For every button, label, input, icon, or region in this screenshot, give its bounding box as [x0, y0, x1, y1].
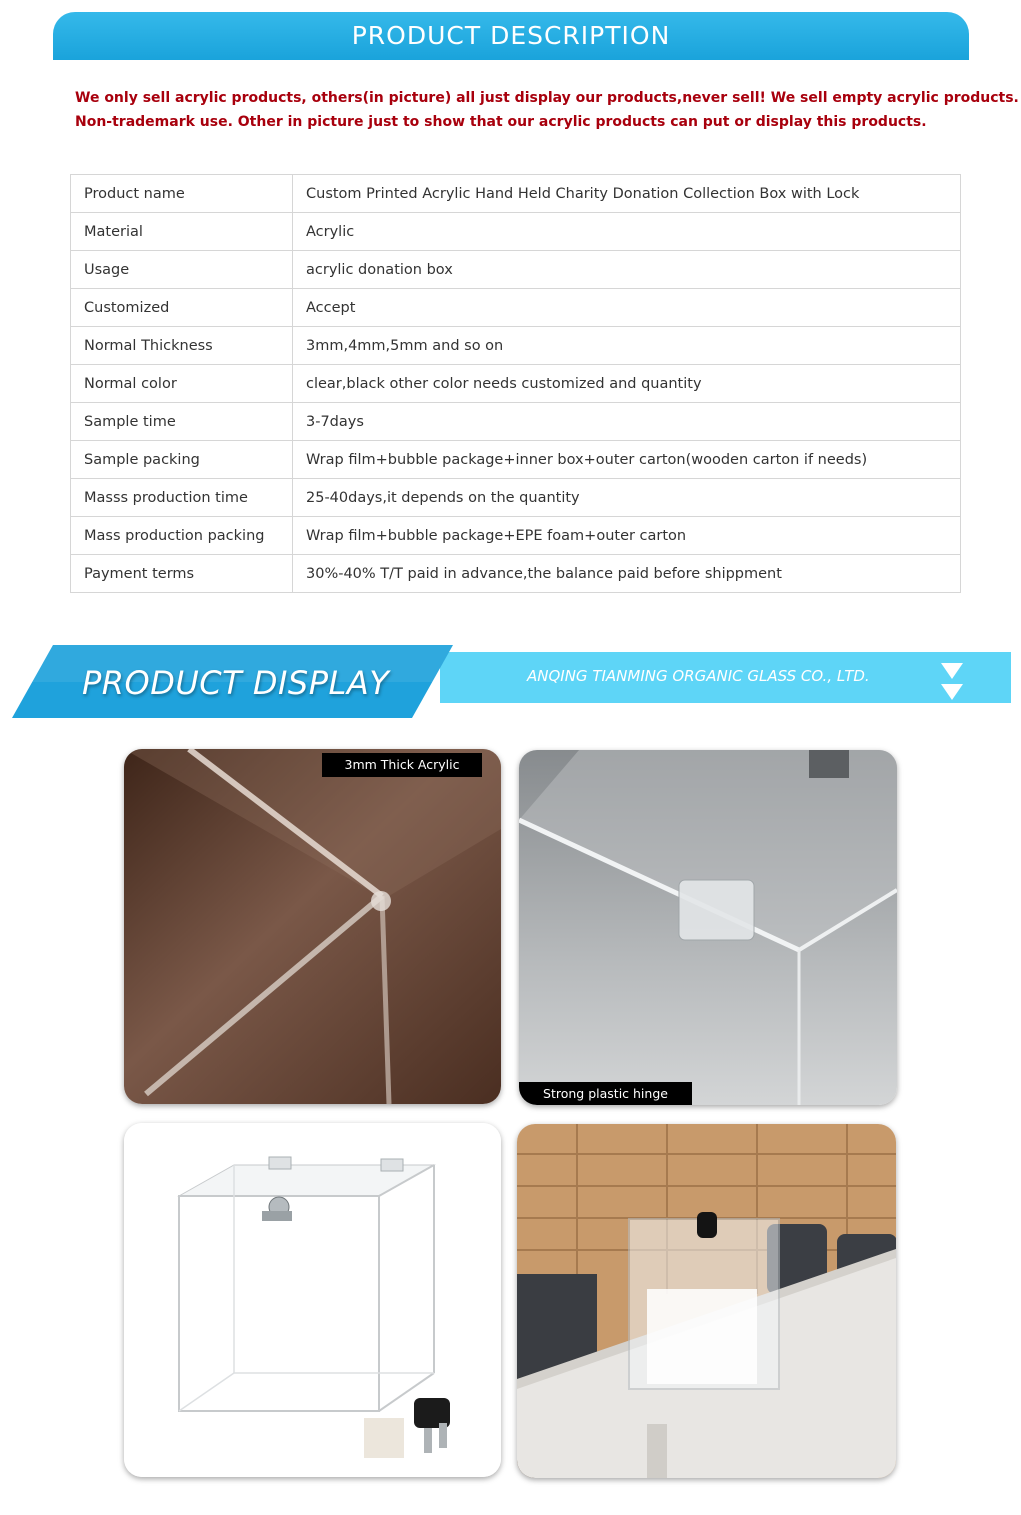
photo-box-in-office — [517, 1124, 896, 1478]
spec-key: Mass production packing — [71, 517, 293, 555]
spec-value: Custom Printed Acrylic Hand Held Charity Donation Collection Box with Lock — [293, 175, 961, 213]
spec-key: Normal color — [71, 365, 293, 403]
spec-key: Payment terms — [71, 555, 293, 593]
spec-key: Sample packing — [71, 441, 293, 479]
table-row — [71, 289, 961, 327]
spec-key: Product name — [71, 175, 293, 213]
table-row — [71, 327, 961, 365]
chevron-down-icon — [941, 684, 963, 700]
product-description-header — [53, 12, 969, 60]
company-name: ANQING TIANMING ORGANIC GLASS CO., LTD. — [527, 667, 870, 685]
spec-key: Material — [71, 213, 293, 251]
spec-value: Wrap film+bubble package+inner box+outer carton(wooden carton if needs) — [293, 441, 961, 479]
spec-value: acrylic donation box — [293, 251, 961, 289]
table-row — [71, 517, 961, 555]
spec-key: Sample time — [71, 403, 293, 441]
product-display-title: PRODUCT DISPLAY — [82, 664, 390, 702]
seller-notice — [75, 86, 1019, 134]
spec-value: 3mm,4mm,5mm and so on — [293, 327, 961, 365]
notice-line-2: Non-trademark use. Other in picture just to show that our acrylic products can put or display this products. — [75, 114, 927, 130]
spec-value: 25-40days,it depends on the quantity — [293, 479, 961, 517]
notice-line-1: We only sell acrylic products, others(in picture) all just display our products,never sell! We sell empty acrylic products. — [75, 90, 1019, 106]
caption-thickness: 3mm Thick Acrylic — [322, 753, 482, 777]
table-row — [71, 365, 961, 403]
table-row — [71, 403, 961, 441]
photo-plastic-hinge — [519, 750, 897, 1105]
table-row — [71, 251, 961, 289]
caption-hinge: Strong plastic hinge — [519, 1082, 692, 1105]
spec-table — [70, 174, 961, 593]
spec-value: Accept — [293, 289, 961, 327]
table-row — [71, 175, 961, 213]
table-row — [71, 555, 961, 593]
spec-value: Acrylic — [293, 213, 961, 251]
spec-key: Masss production time — [71, 479, 293, 517]
spec-key: Usage — [71, 251, 293, 289]
spec-value: 3-7days — [293, 403, 961, 441]
photo-acrylic-corner — [124, 749, 501, 1104]
table-row — [71, 213, 961, 251]
spec-value: 30%-40% T/T paid in advance,the balance paid before shippment — [293, 555, 961, 593]
chevron-down-icon — [941, 663, 963, 679]
product-description-title: PRODUCT DESCRIPTION — [351, 21, 671, 50]
photo-box-with-keys — [124, 1123, 501, 1477]
spec-value: Wrap film+bubble package+EPE foam+outer carton — [293, 517, 961, 555]
spec-key: Customized — [71, 289, 293, 327]
spec-value: clear,black other color needs customized and quantity — [293, 365, 961, 403]
table-row — [71, 441, 961, 479]
table-row — [71, 479, 961, 517]
spec-key: Normal Thickness — [71, 327, 293, 365]
